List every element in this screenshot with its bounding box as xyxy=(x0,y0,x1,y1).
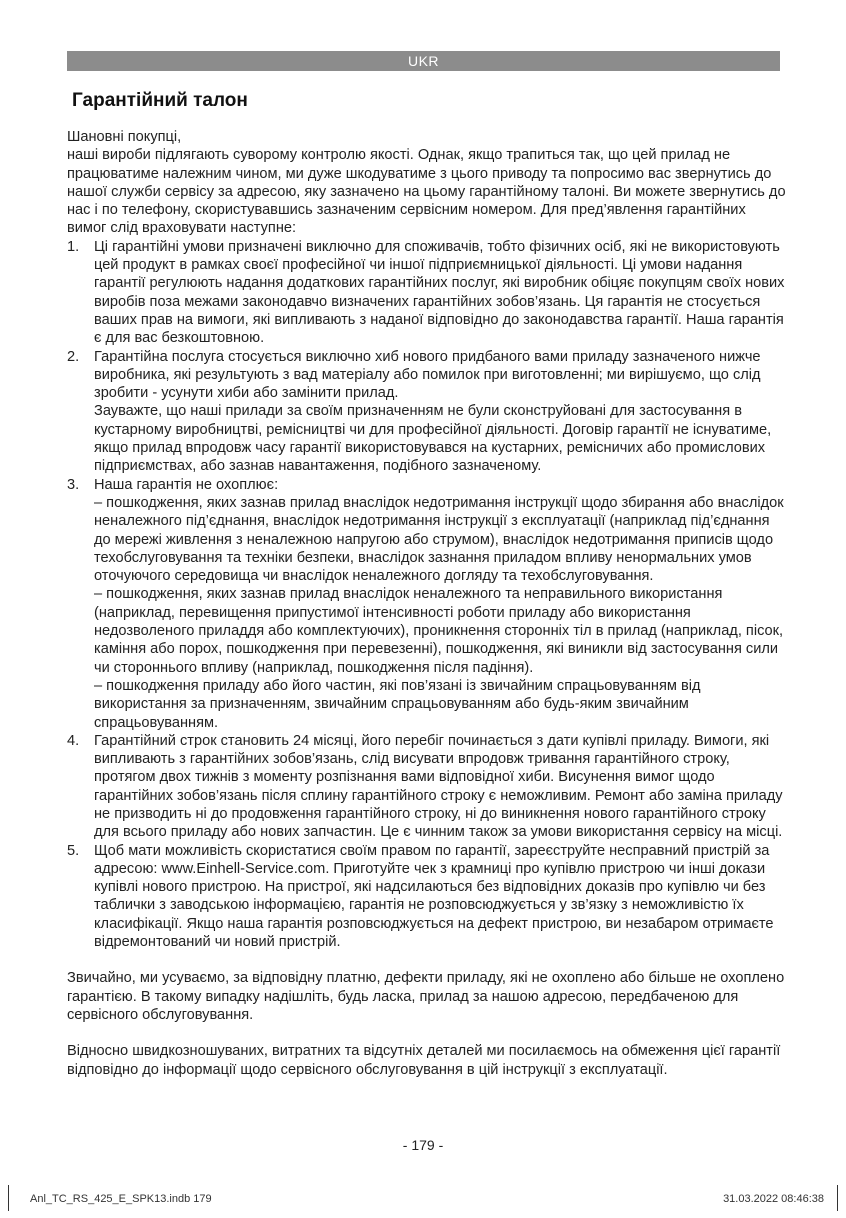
item-body xyxy=(94,348,787,476)
item-paragraph: Гарантійний строк становить 24 місяці, його перебіг починається з дати купівлі приладу. Вимоги, які випливають з гарантійних зобов’язань, слід висувати впродовж тривання гарантійного строку, протягом двох тижнів з моменту розпізнання вами відповідної хиби. Висунення вимог щодо гарантійних зобов’язань після сплину гарантійного строку є неможливим. Ремонт або заміна приладу не призводить ні до продовження гарантійного строку, ні до виникнення нового гарантійного строку для всього приладу або нових запчастин. Це є чинним також за умови використання сервісу на місці. xyxy=(94,732,783,841)
item-paragraph: Зауважте, що наші прилади за своїм призначенням не були сконструйовані для застосування в кустарному виробництві, ремісництві чи для професійної діяльності. Договір гарантії не існуватиме, якщо прилад впродовж часу гарантії використовувався на кустарних, ремісничих або промислових підприємствах, або зазнав навантаження, подібного зазначеному. xyxy=(94,403,772,475)
item-paragraph: Ці гарантійні умови призначені виключно для споживачів, тобто фізичних осіб, які не використовують цей продукт в рамках своєї професійної чи іншої підприємницької діяльності. Ці умови надання гарантії регулюють надання додаткових гарантійних послуг, які виробник обіцяє покупцям своїх нових виробів поза межами законодавчо визначених гарантійних зобов’язань. Ця гарантія не стосується ваших прав на вимоги, які випливають з наданої відповідно до законодавства гарантії. Наша гарантія є для вас безкоштовною. xyxy=(94,238,785,347)
spacer xyxy=(67,951,787,969)
language-code: UKR xyxy=(407,53,440,69)
item-number: 2. xyxy=(67,348,80,365)
item-paragraph: – пошкодження, яких зазнав прилад внаслідок недотримання інструкції щодо збирання або внаслідок неналежного під’єднання, внаслідок недотримання інструкції з експлуатації (наприклад під’єднання до мережі живлення з неналежною напругою або струмом), внаслідок недотримання приписів щодо техобслуговування та техніки безпеки, внаслідок зазнання приладом впливу ненормальних умов оточуючого середовища чи внаслідок неналежного догляду та техобслуговування. xyxy=(94,494,784,585)
list-item xyxy=(67,476,787,732)
language-bar xyxy=(67,51,780,71)
intro-paragraph: наші вироби підлягають суворому контролю якості. Однак, якщо трапиться так, що цей прилад не працюватиме належним чином, ми дуже шкодуватиме з цього приводу та попросимо вас звернутись до нашої служби сервісу за адресою, яку зазначено на цьому гарантійному талоні. Ви можете звернутись до нас і по телефону, скористувавшись зазначеним сервісним номером. Для пред’явлення гарантійних вимог слід враховувати наступне: xyxy=(67,147,786,237)
item-number: 4. xyxy=(67,732,80,749)
item-number: 3. xyxy=(67,476,80,493)
item-number: 1. xyxy=(67,238,80,255)
page-title: Гарантійний талон xyxy=(72,90,248,111)
footer-timestamp: 31.03.2022 08:46:38 xyxy=(723,1193,824,1205)
list-item xyxy=(67,842,787,952)
crop-mark xyxy=(8,1185,9,1211)
conditions-list xyxy=(67,238,787,952)
spacer xyxy=(67,1024,787,1042)
item-body xyxy=(94,476,787,732)
item-paragraph: Гарантійна послуга стосується виключно хиб нового придбаного вами приладу зазначеного нижче виробника, які результують з вад матеріалу або помилок при виготовленні; ми вирішуємо, що слід зробити - усунути хиби або замінити прилад. xyxy=(94,348,761,402)
item-body xyxy=(94,732,787,842)
list-item xyxy=(67,732,787,842)
crop-mark xyxy=(837,1185,838,1211)
document-body xyxy=(67,128,787,1079)
page-number: - 179 - xyxy=(402,1137,444,1153)
footer-filename: Anl_TC_RS_425_E_SPK13.indb 179 xyxy=(30,1193,212,1205)
closing-paragraph: Звичайно, ми усуваємо, за відповідну платню, дефекти приладу, які не охоплено або більше не охоплено гарантією. В такому випадку надішліть, будь ласка, прилад за нашою адресою, передбаченою для сервісного обслуговування. xyxy=(67,970,785,1023)
item-number: 5. xyxy=(67,842,80,859)
closing-paragraph: Відносно швидкозношуваних, витратних та відсутніх деталей ми посилаємось на обмеження цієї гарантії відповідно до інформації щодо сервісного обслуговування в цій інструкції з експлуатації. xyxy=(67,1043,781,1078)
item-paragraph: – пошкодження, яких зазнав прилад внаслідок неналежного та неправильного використання (наприклад, перевищення припустимої інтенсивності роботи приладу або використання недозволеного приладдя або комплектуючих), проникнення сторонніх тіл в прилад (наприклад, пісок, каміння або порох, пошкодження при перевезенні), пошкодження, які виникли від застосування сили чи стороннього впливу (наприклад, пошкодження після падіння). xyxy=(94,586,784,676)
greeting: Шановні покупці, xyxy=(67,129,182,145)
item-body xyxy=(94,238,787,348)
list-item xyxy=(67,238,787,348)
item-paragraph: Щоб мати можливість скористатися своїм правом по гарантії, зареєструйте несправний пристрій за адресою: www.Einhell-Service.com. Приготуйте чек з крамниці про купівлю пристрою чи інші докази купівлі нового пристрою. На пристрої, які надсилаються без відповідних доказів про купівлю чи без таблички з заводською інформацією, гарантія не розповсюджується у зв’язку з неможливістю їх класифікації. Якщо наша гарантія розповсюджується на дефект пристрою, ви незабаром отримаєте відремонтований чи новий пристрій. xyxy=(94,842,774,951)
item-paragraph: Наша гарантія не охоплює: xyxy=(94,476,279,493)
list-item xyxy=(67,348,787,476)
item-body xyxy=(94,842,787,952)
item-paragraph: – пошкодження приладу або його частин, які пов’язані із звичайним спрацьовуванням від використання за призначенням, звичайним спрацьовуванням або будь-яким звичайним спрацьовуванням. xyxy=(94,677,701,731)
print-footer xyxy=(0,1193,846,1209)
